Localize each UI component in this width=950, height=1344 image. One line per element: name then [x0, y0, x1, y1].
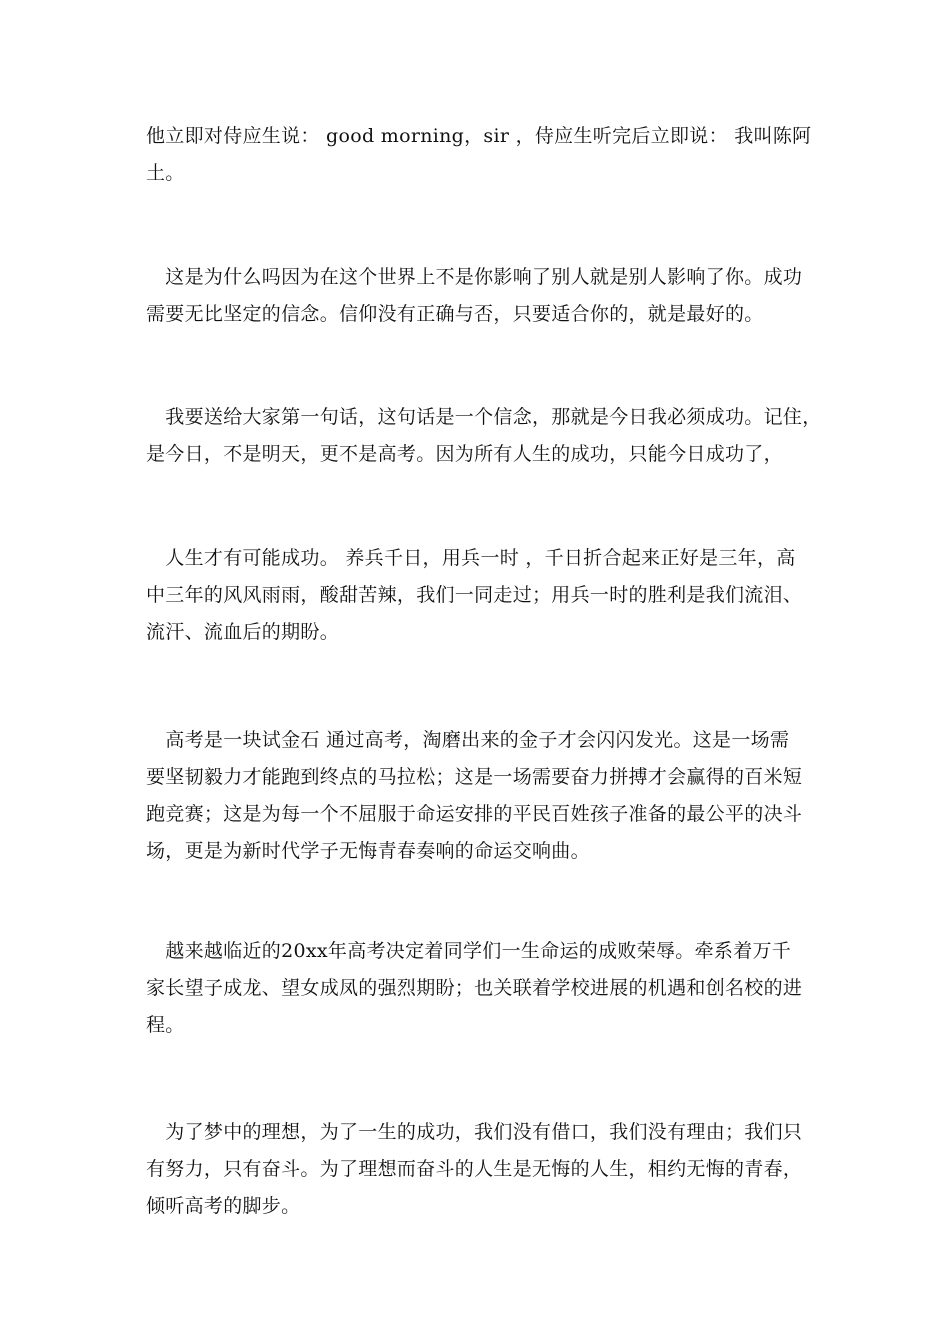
paragraph-line: 我要送给大家第一句话，这句话是一个信念，那就是今日我必须成功。记住，	[146, 406, 822, 428]
paragraph-3	[146, 399, 822, 473]
paragraph-line: 有努力，只有奋斗。为了理想而奋斗的人生是无悔的人生，相约无悔的青春，	[146, 1158, 803, 1180]
paragraph-line: 要坚韧毅力才能跑到终点的马拉松；这是一场需要奋力拼搏才会赢得的百米短	[146, 766, 803, 788]
paragraph-line: 土。	[146, 162, 185, 184]
paragraph-1	[146, 118, 814, 192]
paragraph-line: 人生才有可能成功。 养兵千日，用兵一时 ，千日折合起来正好是三年，高	[146, 547, 796, 569]
paragraph-line: 跑竞赛；这是为每一个不屈服于命运安排的平民百姓孩子准备的最公平的决斗	[146, 803, 803, 825]
paragraph-5	[146, 722, 814, 870]
paragraph-line: 需要无比坚定的信念。信仰没有正确与否，只要适合你的，就是最好的。	[146, 303, 764, 325]
paragraph-line: 家长望子成龙、望女成凤的强烈期盼；也关联着学校进展的机遇和创名校的进	[146, 977, 803, 999]
paragraph-line: 高考是一块试金石 通过高考，淘磨出来的金子才会闪闪发光。这是一场需	[146, 729, 790, 751]
paragraph-line: 这是为什么吗因为在这个世界上不是你影响了别人就是别人影响了你。成功	[146, 266, 803, 288]
paragraph-line: 流汗、流血后的期盼。	[146, 621, 340, 643]
paragraph-7	[146, 1114, 814, 1225]
paragraph-line: 他立即对侍应生说： good morning，sir ，侍应生听完后立即说： 我叫陈阿	[146, 125, 812, 147]
paragraph-6	[146, 933, 814, 1044]
paragraph-line: 程。	[146, 1014, 185, 1036]
paragraph-line: 倾听高考的脚步。	[146, 1195, 301, 1217]
paragraph-2	[146, 259, 814, 333]
paragraph-4	[146, 540, 814, 651]
paragraph-line: 为了梦中的理想，为了一生的成功，我们没有借口，我们没有理由；我们只	[146, 1121, 803, 1143]
paragraph-line: 是今日，不是明天，更不是高考。因为所有人生的成功，只能今日成功了，	[146, 443, 783, 465]
paragraph-line: 中三年的风风雨雨，酸甜苦辣，我们一同走过；用兵一时的胜利是我们流泪、	[146, 584, 803, 606]
paragraph-line: 越来越临近的20xx年高考决定着同学们一生命运的成败荣辱。牵系着万千	[146, 940, 792, 962]
paragraph-line: 场，更是为新时代学子无悔青春奏响的命运交响曲。	[146, 840, 590, 862]
